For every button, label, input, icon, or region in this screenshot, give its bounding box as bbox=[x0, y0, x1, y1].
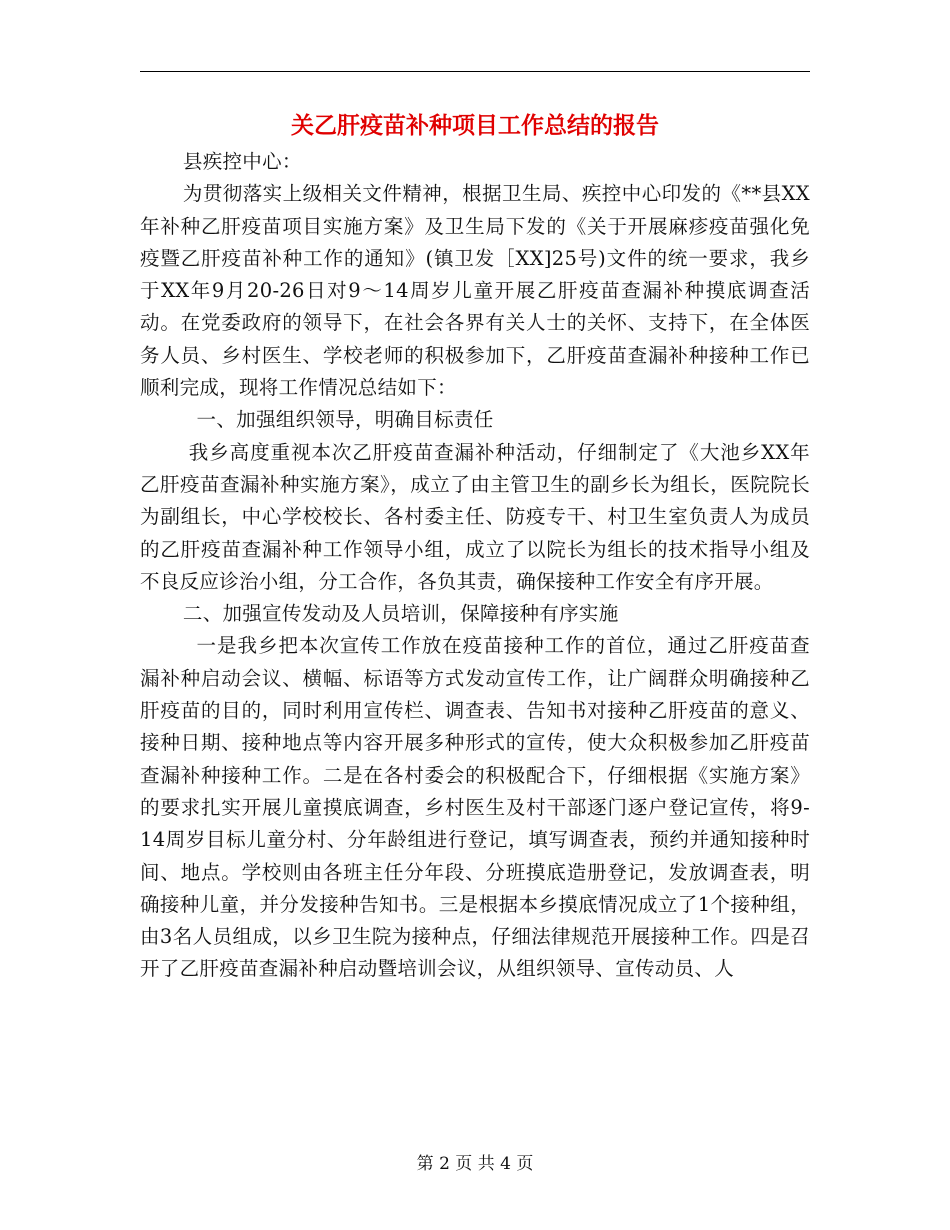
document-body bbox=[140, 146, 810, 986]
paragraph-intro: 为贯彻落实上级相关文件精神，根据卫生局、疾控中心印发的《**县XX年补种乙肝疫苗项目实施方案》及卫生局下发的《关于开展麻疹疫苗强化免疫暨乙肝疫苗补种工作的通知》(镇卫发［XX]25号)文件的统一要求，我乡于XX年9月20-26日对9～14周岁儿童开展乙肝疫苗查漏补种摸底调查活动。在党委政府的领导下，在社会各界有关人士的关怀、支持下，在全体医务人员、乡村医生、学校老师的积极参加下，乙肝疫苗查漏补种接种工作已顺利完成，现将工作情况总结如下： bbox=[140, 182, 810, 400]
document-title: 关乙肝疫苗补种项目工作总结的报告 bbox=[291, 112, 659, 139]
header-rule bbox=[140, 71, 810, 72]
section-heading-1: 一、加强组织领导，明确目标责任 bbox=[196, 408, 494, 432]
paragraph-section-2: 一是我乡把本次宣传工作放在疫苗接种工作的首位，通过乙肝疫苗查漏补种启动会议、横幅、标语等方式发动宣传工作，让广阔群众明确接种乙肝疫苗的目的，同时利用宣传栏、调查表、告知书对接种乙肝疫苗的意义、接种日期、接种地点等内容开展多种形式的宣传，使大众积极参加乙肝疫苗查漏补种接种工作。二是在各村委会的积极配合下，仔细根据《实施方案》的要求扎实开展儿童摸底调查，乡村医生及村干部逐门逐户登记宣传，将9-14周岁目标儿童分村、分年龄组进行登记，填写调查表，预约并通知接种时间、地点。学校则由各班主任分年段、分班摸底造册登记，发放调查表，明确接种儿童，并分发接种告知书。三是根据本乡摸底情况成立了1个接种组，由3名人员组成，以乡卫生院为接种点，仔细法律规范开展接种工作。四是召开了乙肝疫苗查漏补种启动暨培训会议，从组织领导、宣传动员、人 bbox=[140, 634, 810, 981]
page-number: 第 2 页 共 4 页 bbox=[416, 1154, 534, 1174]
section-heading-2: 二、加强宣传发动及人员培训，保障接种有序实施 bbox=[182, 602, 619, 626]
paragraph-section-1: 我乡高度重视本次乙肝疫苗查漏补种活动，仔细制定了《大池乡XX年乙肝疫苗查漏补种实施方案》，成立了由主管卫生的副乡长为组长，医院院长为副组长，中心学校校长、各村委主任、防疫专干、村卫生室负责人为成员的乙肝疫苗查漏补种工作领导小组，成立了以院长为组长的技术指导小组及不良反应诊治小组，分工合作，各负其责，确保接种工作安全有序开展。 bbox=[140, 440, 810, 593]
recipient-line: 县疾控中心： bbox=[182, 150, 302, 173]
